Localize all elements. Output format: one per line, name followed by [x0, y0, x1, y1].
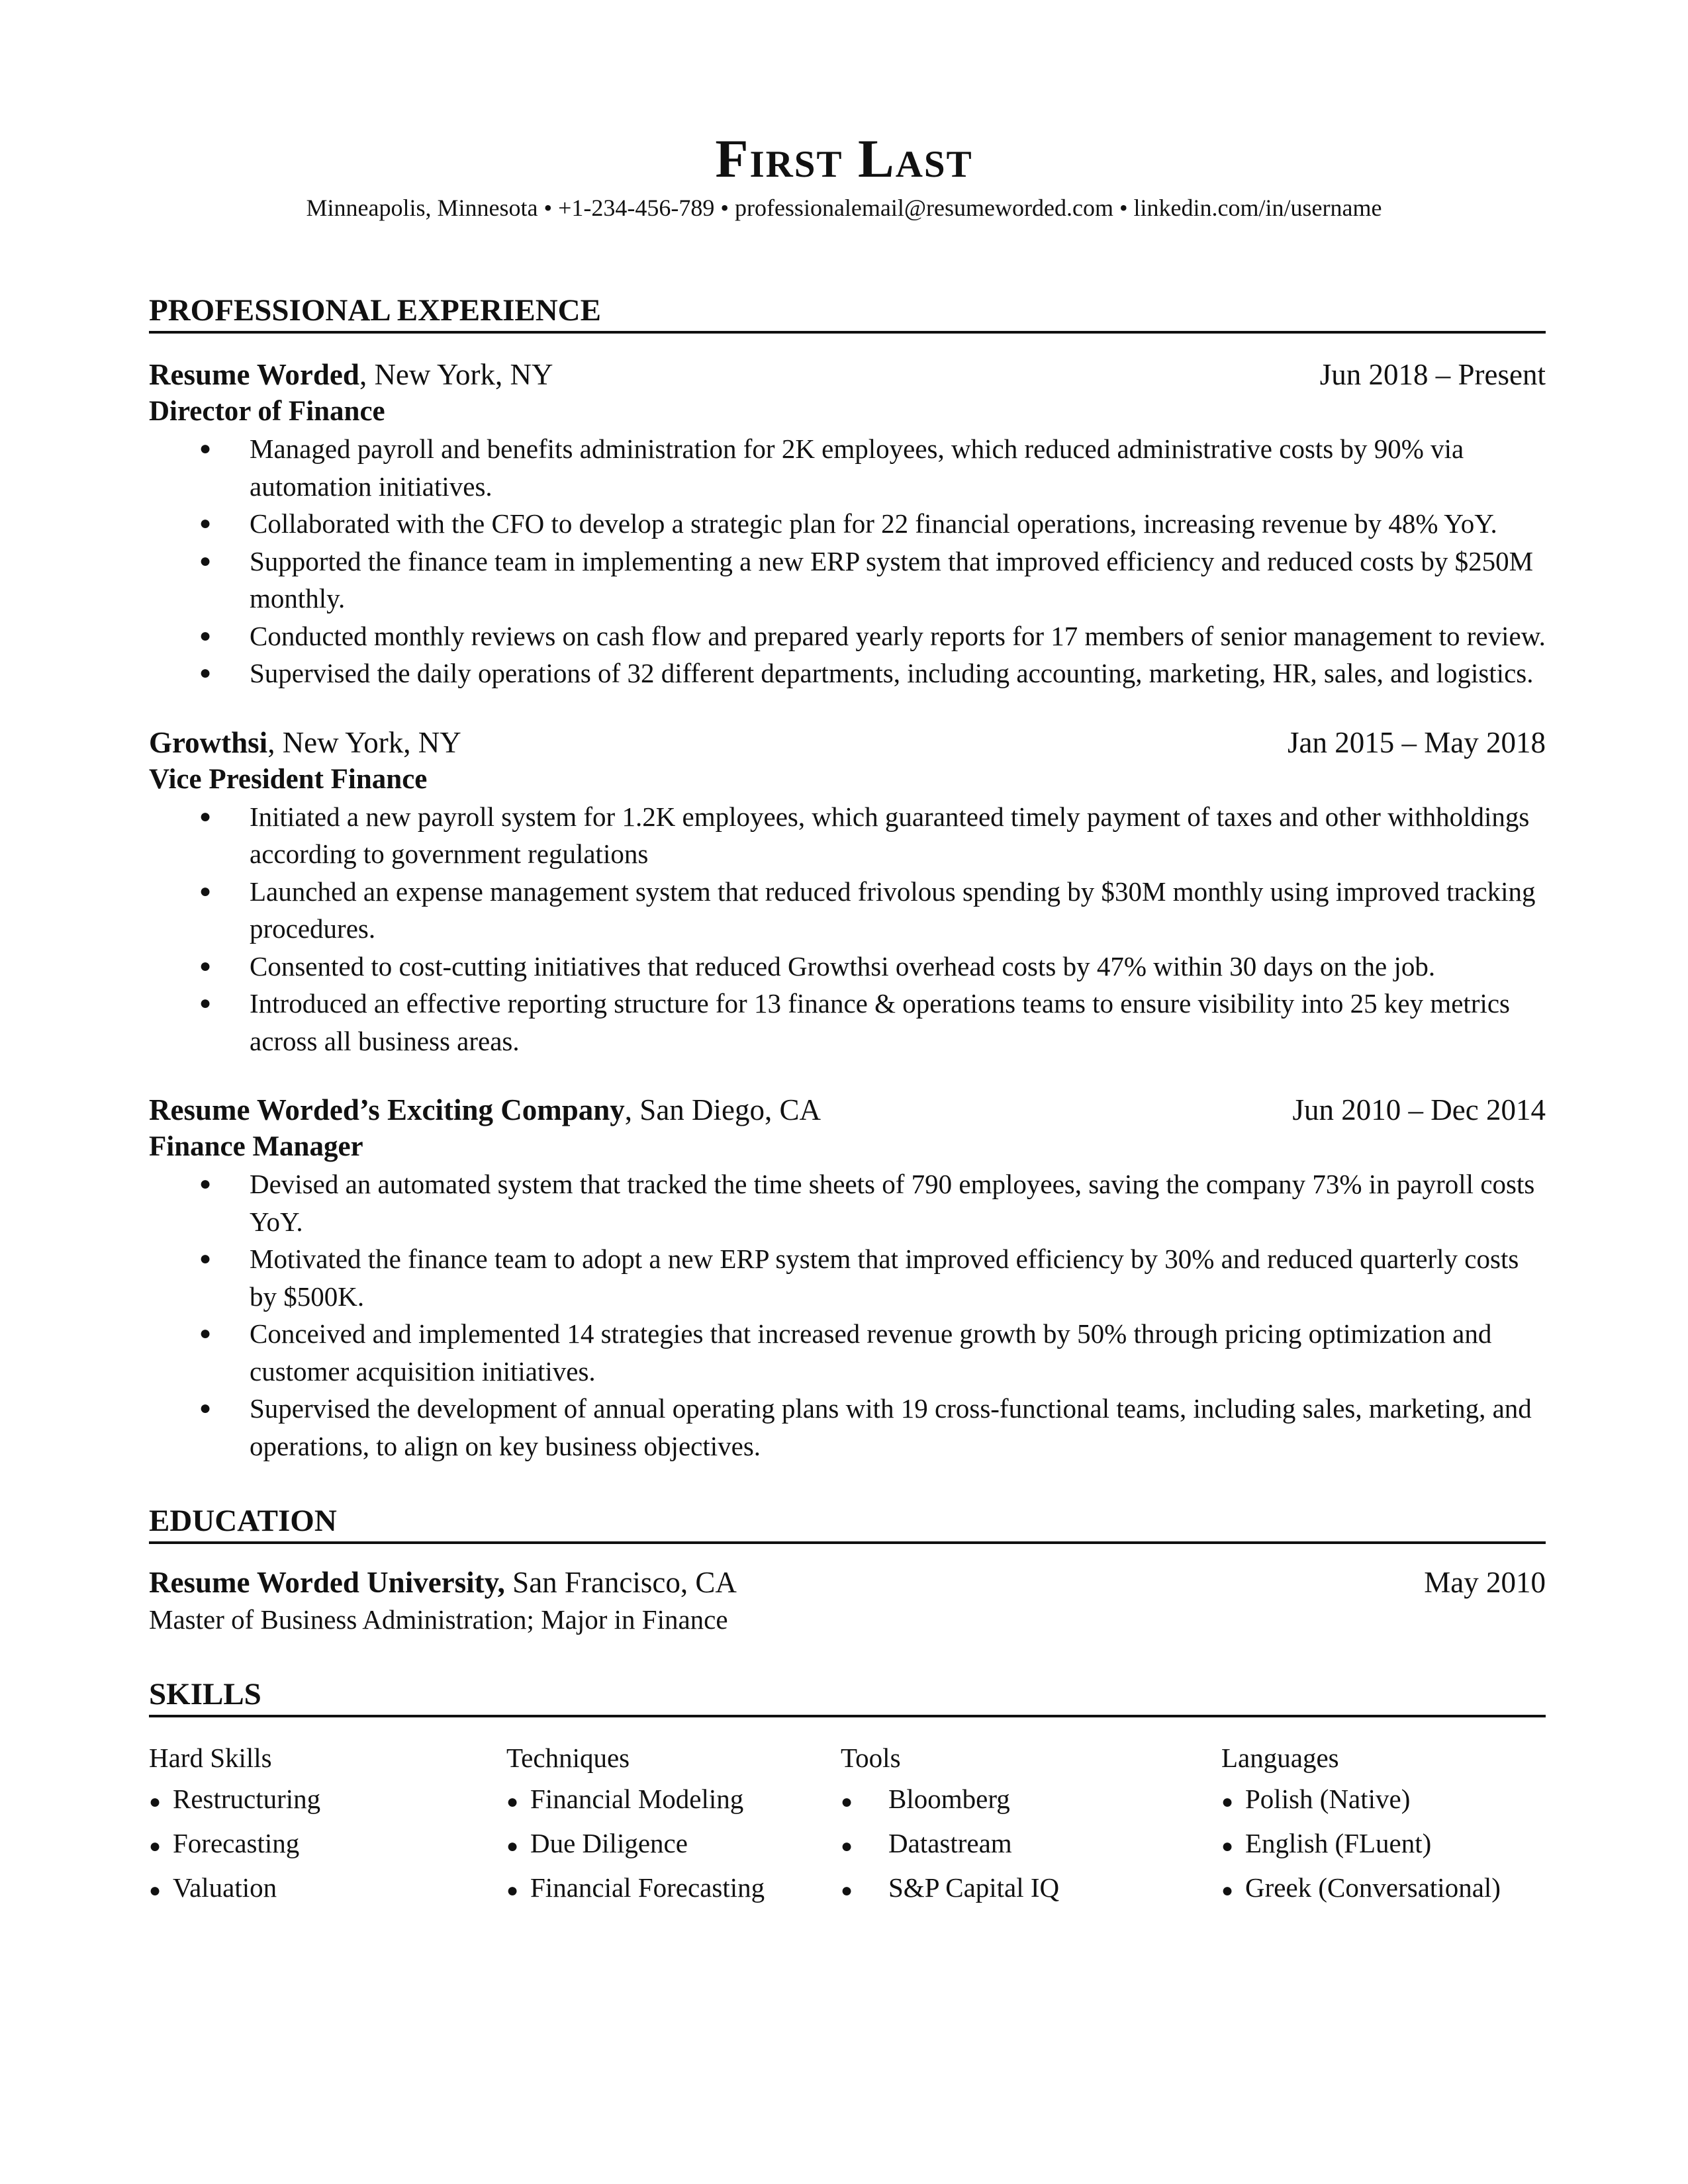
bullet-icon: ●	[199, 992, 212, 1014]
skill-item	[149, 1823, 506, 1867]
job-dates: Jun 2018 – Present	[1319, 358, 1546, 391]
job-bullet	[149, 543, 1546, 617]
bullet-text: Initiated a new payroll system for 1.2K employees, which guaranteed timely payment of taxes and other withholdings according to government regulations	[250, 801, 1530, 869]
bullet-text: Supervised the development of annual operating plans with 19 cross-functional teams, including sales, marketing, and operations, to align on key business objectives.	[250, 1393, 1532, 1461]
job-bullet	[149, 505, 1546, 543]
job-bullet	[149, 617, 1546, 655]
job-header	[149, 1091, 1546, 1128]
skill-text: Restructuring	[173, 1784, 321, 1814]
bullet-icon: ●	[149, 1880, 162, 1901]
education-header	[149, 1564, 1546, 1601]
skills-column-tools	[841, 1737, 1221, 1911]
education-school-line	[149, 1564, 737, 1601]
skill-item	[1221, 1823, 1539, 1867]
skill-text: English (FLuent)	[1245, 1828, 1432, 1858]
job-company: Resume Worded	[149, 358, 359, 391]
skills-column-heading: Techniques	[506, 1743, 630, 1773]
contact-line: Minneapolis, Minnesota • +1-234-456-789 • professionalemail@resumeworded.com • linkedin.com/in/username	[306, 195, 1382, 221]
bullet-icon: ●	[841, 1791, 853, 1813]
job-company-line	[149, 724, 461, 761]
bullet-icon: ●	[1221, 1880, 1234, 1901]
bullet-text: Supported the finance team in implementing a new ERP system that improved efficiency and reduced costs by $250M monthly.	[250, 545, 1534, 614]
bullet-text: Collaborated with the CFO to develop a strategic plan for 22 financial operations, increasing revenue by 48% YoY.	[250, 508, 1497, 539]
bullet-icon: ●	[506, 1791, 519, 1813]
skill-item	[1221, 1778, 1539, 1823]
job-bullet	[149, 655, 1546, 692]
job-company-line	[149, 1091, 821, 1128]
education-degree: Master of Business Administration; Major in Finance	[149, 1604, 728, 1635]
job-bullets	[149, 430, 1546, 692]
skill-item	[149, 1778, 506, 1823]
skill-item	[841, 1778, 1221, 1823]
job-role: Director of Finance	[149, 396, 385, 427]
bullet-text: Managed payroll and benefits administration for 2K employees, which reduced administrative costs by 90% via automation initiatives.	[250, 433, 1464, 502]
bullet-icon: ●	[506, 1880, 519, 1901]
bullet-icon: ●	[199, 805, 212, 827]
job-bullet	[149, 985, 1546, 1060]
skill-text: Polish (Native)	[1245, 1784, 1411, 1814]
skill-text: Financial Forecasting	[530, 1872, 765, 1903]
experience-section-title: PROFESSIONAL EXPERIENCE	[149, 291, 1546, 334]
skills-section-title: SKILLS	[149, 1675, 1546, 1717]
skills-grid	[149, 1737, 1546, 1911]
skill-text: Financial Modeling	[530, 1784, 744, 1814]
job-entry	[149, 1091, 1546, 1465]
skills-column-techniques	[506, 1737, 841, 1911]
skill-text: Due Diligence	[530, 1828, 688, 1858]
bullet-text: Conducted monthly reviews on cash flow and prepared yearly reports for 17 members of senior management to review.	[250, 620, 1546, 651]
bullet-icon: ●	[199, 662, 212, 684]
job-dates: Jun 2010 – Dec 2014	[1292, 1093, 1546, 1126]
bullet-icon: ●	[199, 549, 212, 572]
skills-column-hard-skills	[149, 1737, 506, 1911]
candidate-name: First Last	[715, 128, 973, 189]
job-bullet	[149, 1390, 1546, 1465]
job-company: Resume Worded’s Exciting Company	[149, 1093, 625, 1126]
education-entry	[149, 1564, 1546, 1638]
job-bullet	[149, 430, 1546, 505]
bullet-icon: ●	[199, 880, 212, 902]
job-location: , San Diego, CA	[624, 1093, 821, 1126]
bullet-icon: ●	[149, 1791, 162, 1813]
education-section-title: EDUCATION	[149, 1502, 1546, 1544]
education-location: San Francisco, CA	[504, 1566, 737, 1599]
job-bullet	[149, 873, 1546, 948]
bullet-icon: ●	[1221, 1835, 1234, 1857]
bullet-icon: ●	[1221, 1791, 1234, 1813]
bullet-icon: ●	[841, 1880, 853, 1901]
job-bullet	[149, 798, 1546, 873]
bullet-icon: ●	[199, 1397, 212, 1419]
skill-text: Greek (Conversational)	[1245, 1872, 1501, 1903]
bullet-icon: ●	[149, 1835, 162, 1857]
skill-item	[841, 1823, 1221, 1867]
bullet-icon: ●	[841, 1835, 853, 1857]
education-school: Resume Worded University,	[149, 1566, 505, 1599]
bullet-icon: ●	[199, 954, 212, 977]
bullet-text: Supervised the daily operations of 32 different departments, including accounting, marketing, HR, sales, and logistics.	[250, 658, 1534, 688]
education-date: May 2010	[1424, 1566, 1546, 1599]
skills-column-heading: Tools	[841, 1743, 901, 1773]
job-role: Finance Manager	[149, 1131, 363, 1162]
job-bullet	[149, 1165, 1546, 1240]
skills-column-heading: Hard Skills	[149, 1743, 272, 1773]
bullet-icon: ●	[199, 624, 212, 647]
job-bullet	[149, 1315, 1546, 1390]
bullet-icon: ●	[199, 1248, 212, 1269]
job-bullet	[149, 1240, 1546, 1315]
resume-header	[0, 127, 1688, 222]
job-entry	[149, 356, 1546, 692]
bullet-text: Devised an automated system that tracked the time sheets of 790 employees, saving the company 73% in payroll costs YoY.	[250, 1169, 1535, 1237]
skill-item	[506, 1778, 841, 1823]
bullet-icon: ●	[506, 1835, 519, 1857]
skill-item	[506, 1867, 841, 1911]
bullet-icon: ●	[199, 437, 212, 459]
skills-column-languages	[1221, 1737, 1539, 1911]
skill-text: Valuation	[173, 1872, 277, 1903]
job-bullets	[149, 1165, 1546, 1465]
bullet-text: Conceived and implemented 14 strategies that increased revenue growth by 50% through pricing optimization and customer acquisition initiatives.	[250, 1318, 1492, 1387]
skill-item	[149, 1867, 506, 1911]
bullet-text: Consented to cost-cutting initiatives that reduced Growthsi overhead costs by 47% within 30 days on the job.	[250, 950, 1436, 981]
skill-text: Forecasting	[173, 1828, 300, 1858]
skill-text: Datastream	[888, 1828, 1012, 1858]
bullet-text: Motivated the finance team to adopt a new ERP system that improved efficiency by 30% and reduced quarterly costs by $500K.	[250, 1244, 1519, 1312]
job-company-line	[149, 356, 553, 393]
bullet-icon: ●	[199, 1173, 212, 1195]
skill-text: Bloomberg	[888, 1784, 1010, 1814]
skill-item	[1221, 1867, 1539, 1911]
job-header	[149, 724, 1546, 761]
job-bullet	[149, 948, 1546, 985]
job-header	[149, 356, 1546, 393]
job-role: Vice President Finance	[149, 763, 428, 795]
bullet-text: Launched an expense management system that reduced frivolous spending by $30M monthly using improved tracking procedures.	[250, 876, 1536, 944]
bullet-icon: ●	[199, 1322, 212, 1344]
job-company: Growthsi	[149, 725, 268, 759]
job-dates: Jan 2015 – May 2018	[1288, 725, 1546, 759]
bullet-text: Introduced an effective reporting structure for 13 finance & operations teams to ensure visibility into 25 key metrics across all business areas.	[250, 988, 1511, 1056]
bullet-icon: ●	[199, 512, 212, 534]
job-bullets	[149, 798, 1546, 1060]
skill-text: S&P Capital IQ	[888, 1872, 1060, 1903]
job-entry	[149, 724, 1546, 1060]
job-location: , New York, NY	[267, 725, 461, 759]
skill-item	[506, 1823, 841, 1867]
job-location: , New York, NY	[359, 358, 553, 391]
skills-column-heading: Languages	[1221, 1743, 1339, 1773]
skill-item	[841, 1867, 1221, 1911]
resume-body	[149, 291, 1546, 1911]
